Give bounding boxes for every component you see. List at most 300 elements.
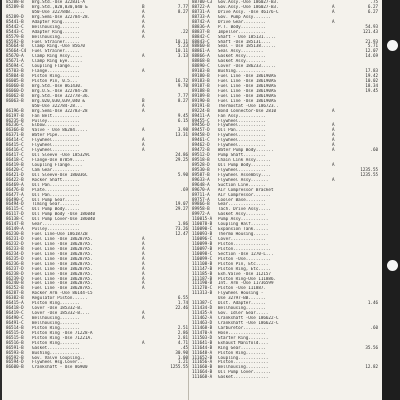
part-number: 111656-A xyxy=(192,359,213,365)
part-number: 88843-C xyxy=(192,38,210,44)
part-price: 1235.55 xyxy=(360,171,378,177)
part-description: Gov. Pump Assy....... xyxy=(218,14,271,19)
part-description: Oil Sleeve-Use 186036C xyxy=(32,172,88,177)
part-number: 111468-B xyxy=(192,324,213,330)
part-description: Gasket Assy........ xyxy=(218,59,266,64)
part-price: 1.86 xyxy=(177,221,188,227)
part-number: 86138-C xyxy=(6,216,24,222)
part-description: Bushing............ xyxy=(32,350,80,355)
part-description: Flywheel........... xyxy=(218,133,266,138)
part-description: Clamp Ring Assy..... xyxy=(32,54,83,59)
part-number: 89972-A xyxy=(192,211,210,217)
part-description: Dist. Adapter...... xyxy=(218,301,266,306)
part-number: 111644-B xyxy=(192,344,213,350)
part-description: Brg.Std.,020,030,040 & xyxy=(32,4,88,9)
part-price: 1.74 xyxy=(177,300,188,306)
availability-code: A xyxy=(142,310,145,316)
part-price: .69 xyxy=(180,186,188,192)
part-number: 111190-B xyxy=(192,280,213,286)
part-description: Oil Pump Gear...... xyxy=(32,197,80,202)
part-number: 86147-B xyxy=(6,221,24,227)
part-description: Piston Ring, Etc..... xyxy=(218,266,271,271)
part-number: 89455-C xyxy=(192,117,210,123)
part-price: 8.27 xyxy=(177,97,188,103)
part-price: 7.77 xyxy=(177,3,188,9)
part-number: 85443-C xyxy=(6,28,24,34)
part-price: 22.46 xyxy=(175,305,188,311)
part-number: 89183-B xyxy=(192,78,210,83)
part-price: 1.46 xyxy=(367,300,378,306)
part-description: Rocker Shaft....... xyxy=(32,177,80,182)
part-number: 86422-B xyxy=(6,176,24,182)
part-price: 5.71 xyxy=(367,43,378,49)
part-description: Brg.U.S.-Use 322784-28 xyxy=(32,88,88,93)
part-description: Crankshaft - Use 86900 xyxy=(32,365,88,370)
part-price: 73.26 xyxy=(175,226,188,232)
part-number: 86516-B xyxy=(6,339,24,345)
part-description: Pulley............. xyxy=(32,118,80,123)
part-number: 85664-C4 xyxy=(6,48,27,54)
availability-code: A xyxy=(142,270,145,276)
availability-code: A xyxy=(142,245,145,251)
part-description: Regulator Piston...... xyxy=(32,296,88,301)
part-description: Gov.Assy.-Use 186027-B3. xyxy=(218,0,279,4)
part-number: 111147-B xyxy=(192,265,213,271)
part-number: 86234-D xyxy=(6,250,24,256)
part-number: 89458-D xyxy=(192,132,210,138)
part-number: 86477-A xyxy=(6,191,24,197)
part-description: Plate.............. xyxy=(32,187,80,192)
availability-code: A xyxy=(332,137,335,143)
part-number: 89528-D xyxy=(192,161,210,167)
part-description: Fuel Line -Use 186287A5. xyxy=(32,237,93,241)
availability-code: A xyxy=(332,161,335,167)
availability-code: A xyxy=(142,315,145,320)
part-description: Fuel Line-Use 186187ZB xyxy=(32,232,88,237)
part-price: 6.27 xyxy=(367,3,378,9)
part-number: 86005-B xyxy=(6,78,24,83)
availability-code: A xyxy=(142,13,145,19)
part-description: Piston Ring........ xyxy=(32,340,80,345)
parts-row xyxy=(192,375,378,380)
part-description: Fuel Line -Use 186190AS xyxy=(218,98,276,103)
right-parts-column xyxy=(192,0,378,380)
part-number: 111187-B xyxy=(192,275,213,281)
part-description: Cover -Use 185332-B.... xyxy=(32,311,90,316)
part-number: 86149-A xyxy=(6,226,24,232)
part-description: Flywheel Housing - xyxy=(218,291,264,296)
part-price: 8.27 xyxy=(177,8,188,14)
part-description: Tach. Drive Assy..... xyxy=(218,207,271,212)
part-price: 2.81 xyxy=(177,334,188,340)
part-number: 86421-D xyxy=(6,171,24,177)
availability-code: A xyxy=(142,68,145,74)
part-number: 86371-B xyxy=(6,132,24,138)
part-description: Coupling Flange..... xyxy=(32,162,83,167)
part-description: Rocker Arm -Use 86144-C5 xyxy=(32,291,93,296)
part-description: Piston Pin, 0.5... xyxy=(32,79,78,83)
part-number: 111185-B xyxy=(192,270,213,276)
part-description: Seal - Use 185138...... xyxy=(218,44,276,49)
part-price: .45 xyxy=(180,344,188,350)
part-number: 89180-B xyxy=(192,73,210,79)
part-description: Fuel Line -Use 186190AS xyxy=(218,83,276,88)
part-description: Air Compressor Bracket xyxy=(218,187,274,192)
part-price: 12.82 xyxy=(365,364,378,370)
part-number: 89512-D xyxy=(192,152,210,158)
part-price: 10.02 xyxy=(365,78,378,83)
part-description: Piston Ring........ xyxy=(32,325,80,330)
scanner-edge xyxy=(382,0,400,400)
part-description: Crankshaft -Use 186622-C xyxy=(218,316,279,320)
part-description: Air Compressor....... xyxy=(218,192,271,197)
part-price: 3.13 xyxy=(177,53,188,59)
part-number: 85671-A xyxy=(6,58,24,64)
part-description: Seal Assy......... xyxy=(218,49,264,54)
part-description: 050-Use 322784B...... xyxy=(32,9,85,14)
part-description: Flywheel........... xyxy=(218,167,266,172)
part-description: Flywheel Assy....... xyxy=(218,177,269,182)
part-number: 110093-B xyxy=(192,231,213,237)
part-number: 89670-A xyxy=(192,186,210,192)
part-number: 86236-C xyxy=(6,122,24,128)
part-description: Carburetor.......... xyxy=(218,325,269,330)
part-description: Brg.Std.-Use 861430. xyxy=(32,83,83,88)
availability-code: A xyxy=(142,28,145,34)
part-description: Hose............... xyxy=(218,330,266,335)
part-description: Clamp Ring Eye...... xyxy=(32,59,83,64)
part-description: Bellhousing........ xyxy=(32,316,80,320)
part-number: 85441-B xyxy=(6,18,24,24)
part-price: 19.45 xyxy=(365,87,378,93)
availability-code: A xyxy=(142,265,145,271)
part-price: 121.43 xyxy=(362,28,378,34)
part-description: Exh.Valve -Use 112157 xyxy=(218,271,271,276)
part-description: Piston Ring -Use 71228-A xyxy=(32,330,93,335)
part-number: 111648-A xyxy=(192,349,213,355)
part-number: 86419-B xyxy=(6,161,24,167)
part-number: 86600-B xyxy=(6,364,24,370)
part-description: Oil Pan............ xyxy=(218,128,266,133)
part-price: 10.11 xyxy=(175,38,188,44)
part-number: 111434-D xyxy=(192,305,213,311)
part-number: 86418-C xyxy=(6,157,24,162)
part-description: Fuel Strainer...... xyxy=(32,49,80,54)
part-description: Oil Pump Cover....... xyxy=(218,370,271,375)
part-price: 30.90 xyxy=(175,349,188,355)
part-number: 88868-B xyxy=(192,58,210,64)
part-description: Fuel Line -Use 186190AS xyxy=(218,79,276,83)
part-description: Gasket Assy........ xyxy=(218,212,266,217)
part-number: 85804-B xyxy=(6,73,24,79)
part-price: 35.56 xyxy=(365,344,378,350)
part-description: Gasket............. xyxy=(32,345,80,350)
part-number: 86591-B xyxy=(6,344,24,350)
part-number: 85694-C xyxy=(6,63,24,69)
part-number: 89958-B xyxy=(192,206,210,212)
part-description: Ring Gear.......... xyxy=(218,345,266,350)
part-price: 12.07 xyxy=(365,48,378,54)
part-price: 6.27 xyxy=(367,8,378,14)
part-description: Fuel Line -Use 186287A5. xyxy=(32,286,93,291)
part-description: Fuel Line -Use 186287A5. xyxy=(32,256,93,261)
part-description: Fuel Line -Use 186190AS xyxy=(218,74,276,79)
part-price: 21.93 xyxy=(365,38,378,44)
part-description: Flywheel Assembly.... xyxy=(218,172,271,177)
part-description: Cooler Base........ xyxy=(218,197,266,202)
part-description: Shaft -Use 185131.... xyxy=(218,39,271,44)
availability-code: A xyxy=(332,122,335,128)
part-description: Gov.Assy.-Use 186027-B3. xyxy=(218,4,279,9)
part-description: Piston -Use 111887. xyxy=(218,286,266,291)
part-description: Timing Gear........ xyxy=(32,202,80,207)
availability-code: A xyxy=(142,142,145,148)
part-description: Brg.Std.-Use 322831-A xyxy=(32,0,85,4)
part-price: .60 xyxy=(370,324,378,330)
availability-code: A xyxy=(332,8,335,14)
part-description: Brg.020,030,039,040 & xyxy=(32,98,85,103)
part-number: 110090-C xyxy=(192,226,213,232)
part-description: Gasket Assy........ xyxy=(218,54,266,59)
part-description: Thermostat -Use 186723.. xyxy=(218,103,279,108)
availability-code: A xyxy=(142,240,145,246)
part-number: 110015-A xyxy=(192,216,213,222)
part-description: Gov. Valve Coupling.. xyxy=(32,355,85,360)
part-description: Section -Use 1270-L... xyxy=(218,251,274,256)
part-description: P.T. Body.......... xyxy=(218,24,266,29)
part-price: 17.83 xyxy=(365,68,378,74)
part-number: 111270-C xyxy=(192,285,213,291)
part-price: 1.00 xyxy=(177,354,188,360)
part-description: Oil Pump Body........ xyxy=(218,162,271,167)
part-number: 86469-A xyxy=(6,181,24,187)
part-number: 86515-D xyxy=(6,329,24,335)
part-number: 86235-B xyxy=(6,117,24,123)
part-number: 86415-A xyxy=(6,300,24,306)
part-number: 111387-C xyxy=(192,300,213,306)
part-description: Flywheel........... xyxy=(218,143,266,148)
part-number: 89189-B xyxy=(192,92,210,98)
part-description: Piston Ring-Use 111886. xyxy=(218,276,276,281)
part-description: Flywheel........... xyxy=(218,123,266,128)
part-description: Piston.............. xyxy=(218,241,269,246)
part-number: 86418-D xyxy=(6,305,24,311)
part-description: Pump Assy........... xyxy=(218,217,269,222)
part-number: 86060-B xyxy=(6,82,24,88)
part-number: 89633-A xyxy=(192,176,210,182)
part-number: 86593-B xyxy=(6,349,24,355)
part-description: Adapter Ring....... xyxy=(32,29,80,34)
part-number: 85664-B xyxy=(6,43,24,49)
part-description: Crankshaft -Use 186622-C xyxy=(218,320,279,325)
part-number: 89188-B xyxy=(192,87,210,93)
part-price: 54.93 xyxy=(365,23,378,29)
part-description: Piston Pin, Etc..... xyxy=(218,261,269,266)
part-price: 19.07 xyxy=(175,201,188,207)
part-description: Use 32797-BB....... xyxy=(218,296,266,301)
part-price: 9.45 xyxy=(177,112,188,118)
part-number: 86366-B xyxy=(6,127,24,133)
availability-code: A xyxy=(142,280,145,286)
part-description: Coupling............ xyxy=(218,355,269,360)
part-description: Oil Pan............ xyxy=(32,182,80,187)
part-description: Water Pump Body....... xyxy=(218,148,274,153)
part-number: 86419-C xyxy=(6,310,24,316)
part-description: Elbow.............. xyxy=(32,123,80,128)
part-description: Piston Ring........ xyxy=(218,350,266,355)
availability-code: A xyxy=(142,275,145,281)
part-number: 86235-D xyxy=(6,255,24,261)
part-description: Flywheel........... xyxy=(32,143,80,148)
availability-code: A xyxy=(142,137,145,143)
part-description: Oil Pump Body...... xyxy=(32,207,80,212)
part-description: Oil Sleeve -Use 185329C xyxy=(32,153,90,158)
part-number: 85579-B xyxy=(6,33,24,39)
part-price: 18.34 xyxy=(365,82,378,88)
punch-hole-bottom xyxy=(387,260,398,271)
part-description: Fuel Line -Use 186190AS xyxy=(218,93,276,98)
part-description: Brg.Std.-Use 322778-36. xyxy=(32,93,90,98)
availability-code: A xyxy=(142,250,145,256)
availability-code: A xyxy=(142,33,145,39)
part-number: 85289-B xyxy=(6,3,24,9)
part-price: 13.31 xyxy=(175,132,188,138)
left-parts-column xyxy=(6,0,188,370)
part-description: Flywheel........... xyxy=(218,138,266,143)
part-description: Fan Assy........... xyxy=(218,113,266,118)
part-price: 7.77 xyxy=(177,92,188,98)
part-number: 89711-A xyxy=(192,191,210,197)
part-number: 111313-B xyxy=(192,290,213,296)
part-number: 86491-C xyxy=(6,319,24,325)
part-number: 111503-D xyxy=(192,334,213,340)
part-price: 2.86 xyxy=(177,329,188,335)
part-description: Bellhousing........ xyxy=(218,306,266,311)
part-number: 86594-D xyxy=(6,359,24,365)
part-description: Brg.Semi-Use 322783-28 xyxy=(32,108,88,113)
availability-code: A xyxy=(332,132,335,138)
part-description: Fuel Line -Use 186287A5. xyxy=(32,281,93,286)
part-number: 89648-A xyxy=(192,181,210,187)
part-price: 14.69 xyxy=(365,53,378,59)
part-description: Exhaust Manifold.... xyxy=(218,340,269,345)
part-description: Chain Link Assy...... xyxy=(218,158,271,162)
availability-code: B xyxy=(142,97,145,103)
part-description: Cover -Use 185332-B. xyxy=(32,306,83,311)
part-number: 86062-B xyxy=(6,92,24,98)
part-number: 110098-C xyxy=(192,250,213,256)
part-number: 89411-A xyxy=(192,112,210,118)
part-number: 85592-B xyxy=(6,38,24,44)
part-number: 86239-D xyxy=(6,275,24,281)
part-price: 1235.55 xyxy=(360,166,378,172)
availability-code: A xyxy=(332,18,335,24)
part-description: Shaft - Use 185131..... xyxy=(218,34,276,39)
part-description: Fuel Line -Use 186287A5. xyxy=(32,251,93,256)
part-description: Flange............. xyxy=(32,69,80,74)
part-description: Flywheel........... xyxy=(32,138,80,143)
part-description: Starter Ring........ xyxy=(218,335,269,340)
part-number: 88722-A xyxy=(192,3,210,9)
part-number: 88836-A xyxy=(192,23,210,29)
part-description: Coupling Flange.... xyxy=(32,64,80,69)
part-number: 111660-B xyxy=(192,364,213,370)
part-number: 86237-D xyxy=(6,265,24,271)
part-description: Coupling Half....... xyxy=(218,222,269,227)
part-price: 10.11 xyxy=(175,48,188,54)
part-number: 86287-B xyxy=(6,290,24,296)
part-price: 29.25 xyxy=(175,157,188,162)
part-number: 89191-B xyxy=(192,102,210,108)
part-number: 110099-B xyxy=(192,240,213,246)
part-number: 86117-D xyxy=(6,211,24,217)
part-price: 6.55 xyxy=(177,295,188,301)
part-description: Fuel Line -Use 186287A5. xyxy=(32,271,93,276)
part-description: Flywheel........... xyxy=(32,148,80,153)
part-description: Gov. Idler Gear..... xyxy=(218,311,269,316)
part-number: 88890-C xyxy=(192,63,210,69)
part-price: .22 xyxy=(180,28,188,34)
part-description: Oil Pan............ xyxy=(32,192,80,197)
part-number: 111664-B xyxy=(192,369,213,375)
part-description: Piston -Use.......... xyxy=(218,256,271,261)
part-number: 86414-C xyxy=(6,137,24,143)
part-number: 86230-B xyxy=(6,231,24,237)
part-description: Fan Belt........... xyxy=(32,113,80,118)
part-description: Drive Assy. -Use 46176-C xyxy=(218,9,279,14)
part-description: Bushing............ xyxy=(218,69,266,74)
part-number: 111462-A xyxy=(192,315,213,320)
part-number: 89472-B xyxy=(192,147,210,153)
part-description: Gear............... xyxy=(32,222,80,227)
part-description: Flange-Use 87859..... xyxy=(32,158,85,162)
part-number: 89757-A xyxy=(192,196,210,202)
part-price: 2.51 xyxy=(177,324,188,330)
part-description: Cover -Use 186233...... xyxy=(218,64,276,69)
availability-code: A xyxy=(332,176,335,182)
part-number: 86232-D xyxy=(6,240,24,246)
part-description: Fuel Line -Use 186287A5. xyxy=(32,266,93,271)
part-number: 85670-A xyxy=(6,53,24,59)
part-number: 86490-C xyxy=(6,196,24,202)
part-number: 110099-C xyxy=(192,255,213,261)
part-description: Fuel Strainer...... xyxy=(32,39,80,44)
part-number: 89456-D xyxy=(192,122,210,128)
availability-code: A xyxy=(142,127,145,133)
part-price: 24.86 xyxy=(175,152,188,158)
part-number: 89187-B xyxy=(192,82,210,88)
part-number: 88860-B xyxy=(192,43,210,49)
part-price: 12.47 xyxy=(175,231,188,237)
part-number: 88842-C xyxy=(192,33,210,39)
part-number: 88837-B xyxy=(192,28,210,34)
part-description: Valve - Use 86284..... xyxy=(32,128,88,133)
availability-code: A xyxy=(142,53,145,59)
availability-code: A xyxy=(142,285,145,291)
availability-code: A xyxy=(142,8,145,14)
availability-code: A xyxy=(142,236,145,241)
part-number: 88731-A xyxy=(192,8,210,14)
part-number: 86417-C xyxy=(6,152,24,158)
part-number: 86063-B xyxy=(6,97,24,103)
part-description: Bellhousing......... xyxy=(218,365,269,370)
part-number: 86514-B xyxy=(6,324,24,330)
part-number: 89190-B xyxy=(192,97,210,103)
part-description: Fuel Line -Use 186287A5. xyxy=(32,276,93,281)
part-description: Bellhousing........ xyxy=(32,24,80,29)
availability-code: A xyxy=(142,147,145,153)
part-description: Brg.Semi-Use 322784-28. xyxy=(32,14,90,19)
